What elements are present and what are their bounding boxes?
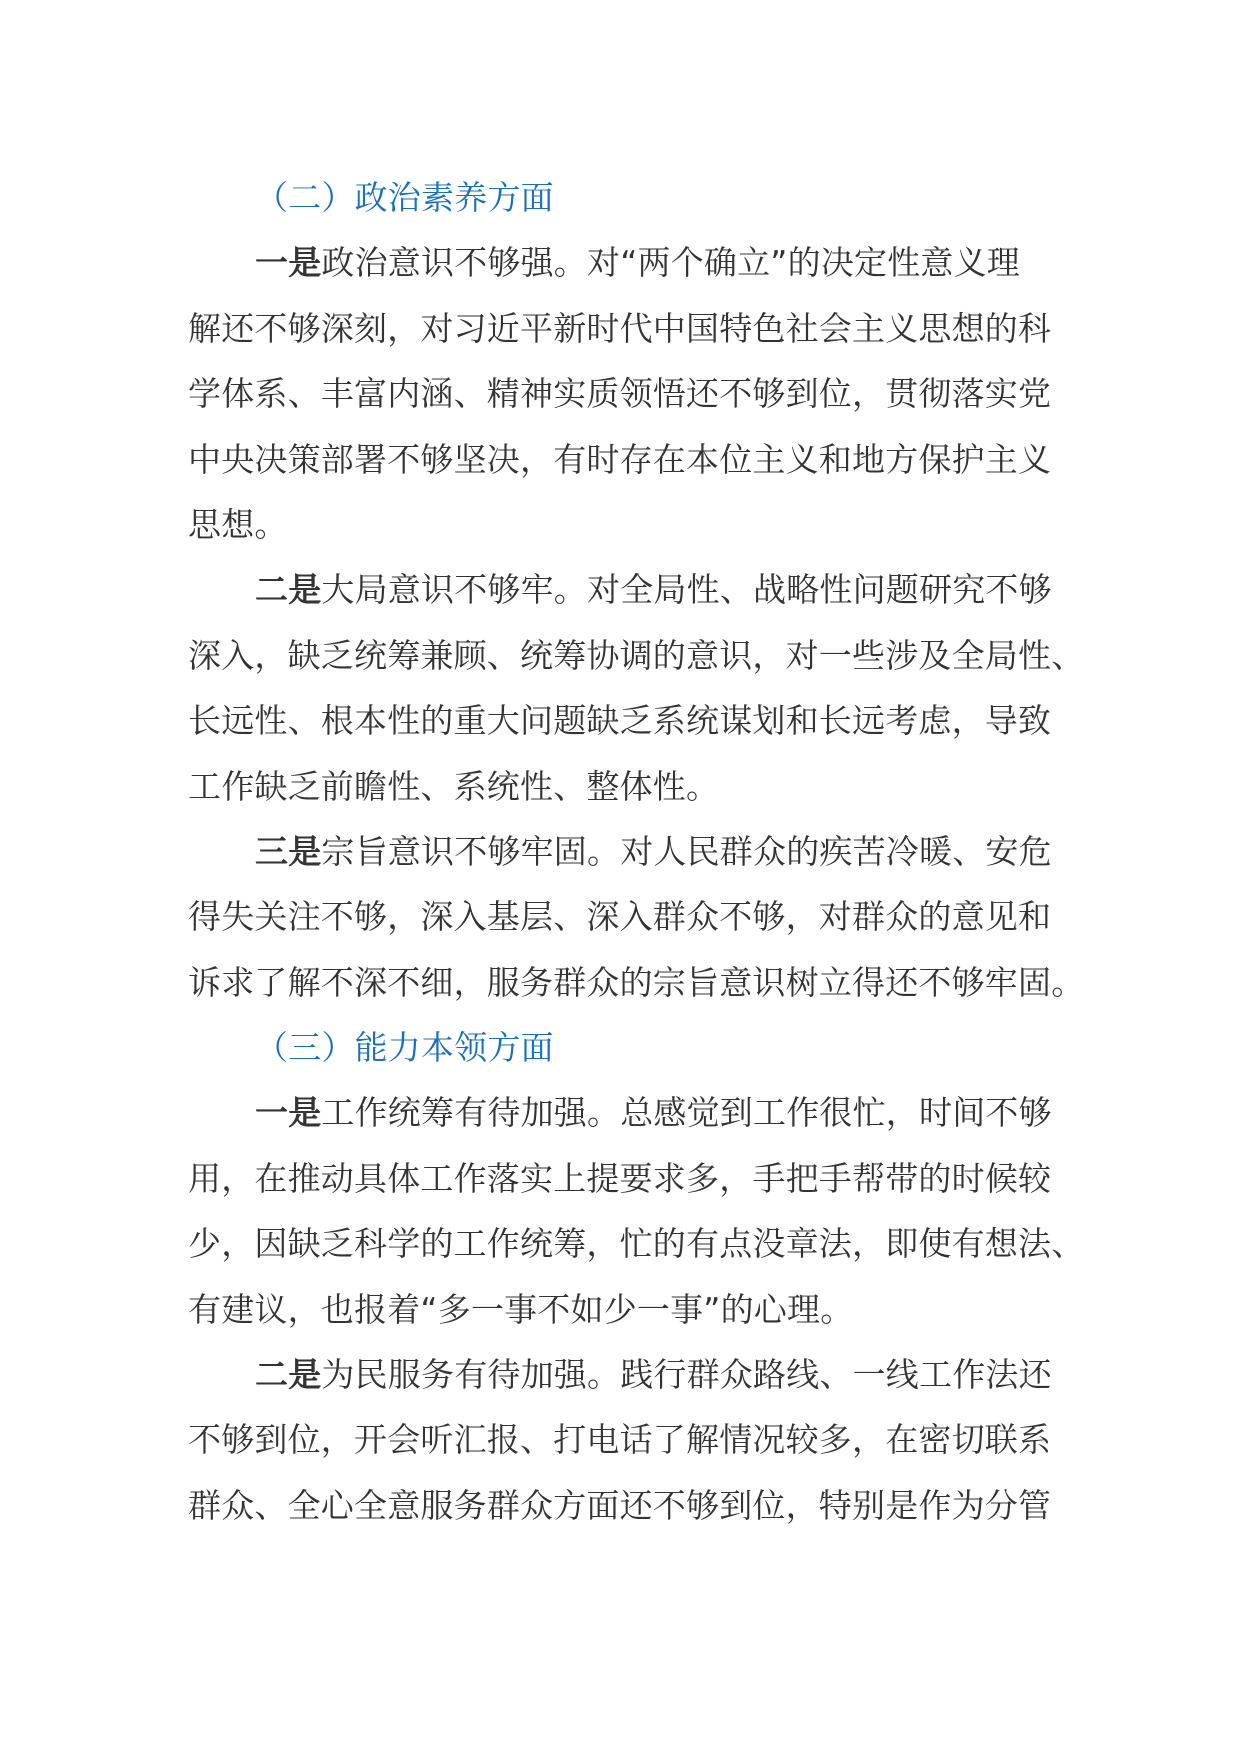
paragraph-line: 工作缺乏前瞻性、系统性、整体性。 — [188, 766, 720, 806]
paragraph-lead: 一是 — [255, 243, 322, 283]
paragraph-line: 深入，缺乏统筹兼顾、统筹协调的意识，对一些涉及全局性、 — [188, 635, 1085, 675]
paragraph-text: 政治意识不够强。对“两个确立”的决定性意义理 — [321, 243, 1020, 283]
paragraph-line: 得失关注不够，深入基层、深入群众不够，对群众的意见和 — [188, 897, 1052, 937]
paragraph-line — [188, 1342, 1050, 1407]
paragraph-line — [188, 230, 1050, 295]
paragraph-line: 少，因缺乏科学的工作统筹，忙的有点没章法，即使有想法、 — [188, 1224, 1085, 1264]
paragraph-lead: 三是 — [255, 831, 322, 871]
paragraph-text: 为民服务有待加强。践行群众路线、一线工作法还 — [321, 1355, 1052, 1395]
paragraph-lead: 二是 — [255, 570, 322, 610]
paragraph — [188, 230, 1050, 557]
paragraph-line: 中央决策部署不够坚决，有时存在本位主义和地方保护主义 — [188, 439, 1052, 479]
paragraph-line: 长远性、根本性的重大问题缺乏系统谋划和长远考虑，导致 — [188, 701, 1052, 741]
paragraph-lead: 二是 — [255, 1355, 322, 1395]
paragraph-line — [188, 1080, 1050, 1145]
paragraph — [188, 557, 1085, 819]
paragraph-line: 有建议，也报着“多一事不如少一事”的心理。 — [188, 1289, 854, 1329]
paragraph — [188, 1342, 1050, 1538]
section-heading: （三）能力本领方面 — [255, 1028, 554, 1068]
paragraph-line: 诉求了解不深不细，服务群众的宗旨意识树立得还不够牢固。 — [188, 962, 1085, 1002]
paragraph-line: 不够到位，开会听汇报、打电话了解情况较多，在密切联系 — [188, 1420, 1052, 1460]
paragraph-line — [188, 557, 1050, 622]
paragraph-text: 大局意识不够牢。对全局性、战略性问题研究不够 — [321, 570, 1052, 610]
paragraph-line: 用，在推动具体工作落实上提要求多，手把手帮带的时候较 — [188, 1158, 1052, 1198]
paragraph-line: 思想。 — [188, 504, 288, 544]
paragraph — [188, 1080, 1085, 1342]
paragraph-text: 工作统筹有待加强。总感觉到工作很忙，时间不够 — [321, 1093, 1052, 1133]
document-body — [188, 165, 1085, 1538]
paragraph-line: 学体系、丰富内涵、精神实质领悟还不够到位，贯彻落实党 — [188, 374, 1052, 414]
paragraph — [188, 819, 1085, 1015]
section-heading: （二）政治素养方面 — [255, 178, 554, 217]
paragraph-line: 解还不够深刻，对习近平新时代中国特色社会主义思想的科 — [188, 308, 1052, 348]
paragraph-line: 群众、全心全意服务群众方面还不够到位，特别是作为分管 — [188, 1485, 1052, 1525]
paragraph-lead: 一是 — [255, 1093, 322, 1133]
paragraph-line — [188, 819, 1050, 884]
paragraph-text: 宗旨意识不够牢固。对人民群众的疾苦冷暖、安危 — [321, 831, 1052, 871]
